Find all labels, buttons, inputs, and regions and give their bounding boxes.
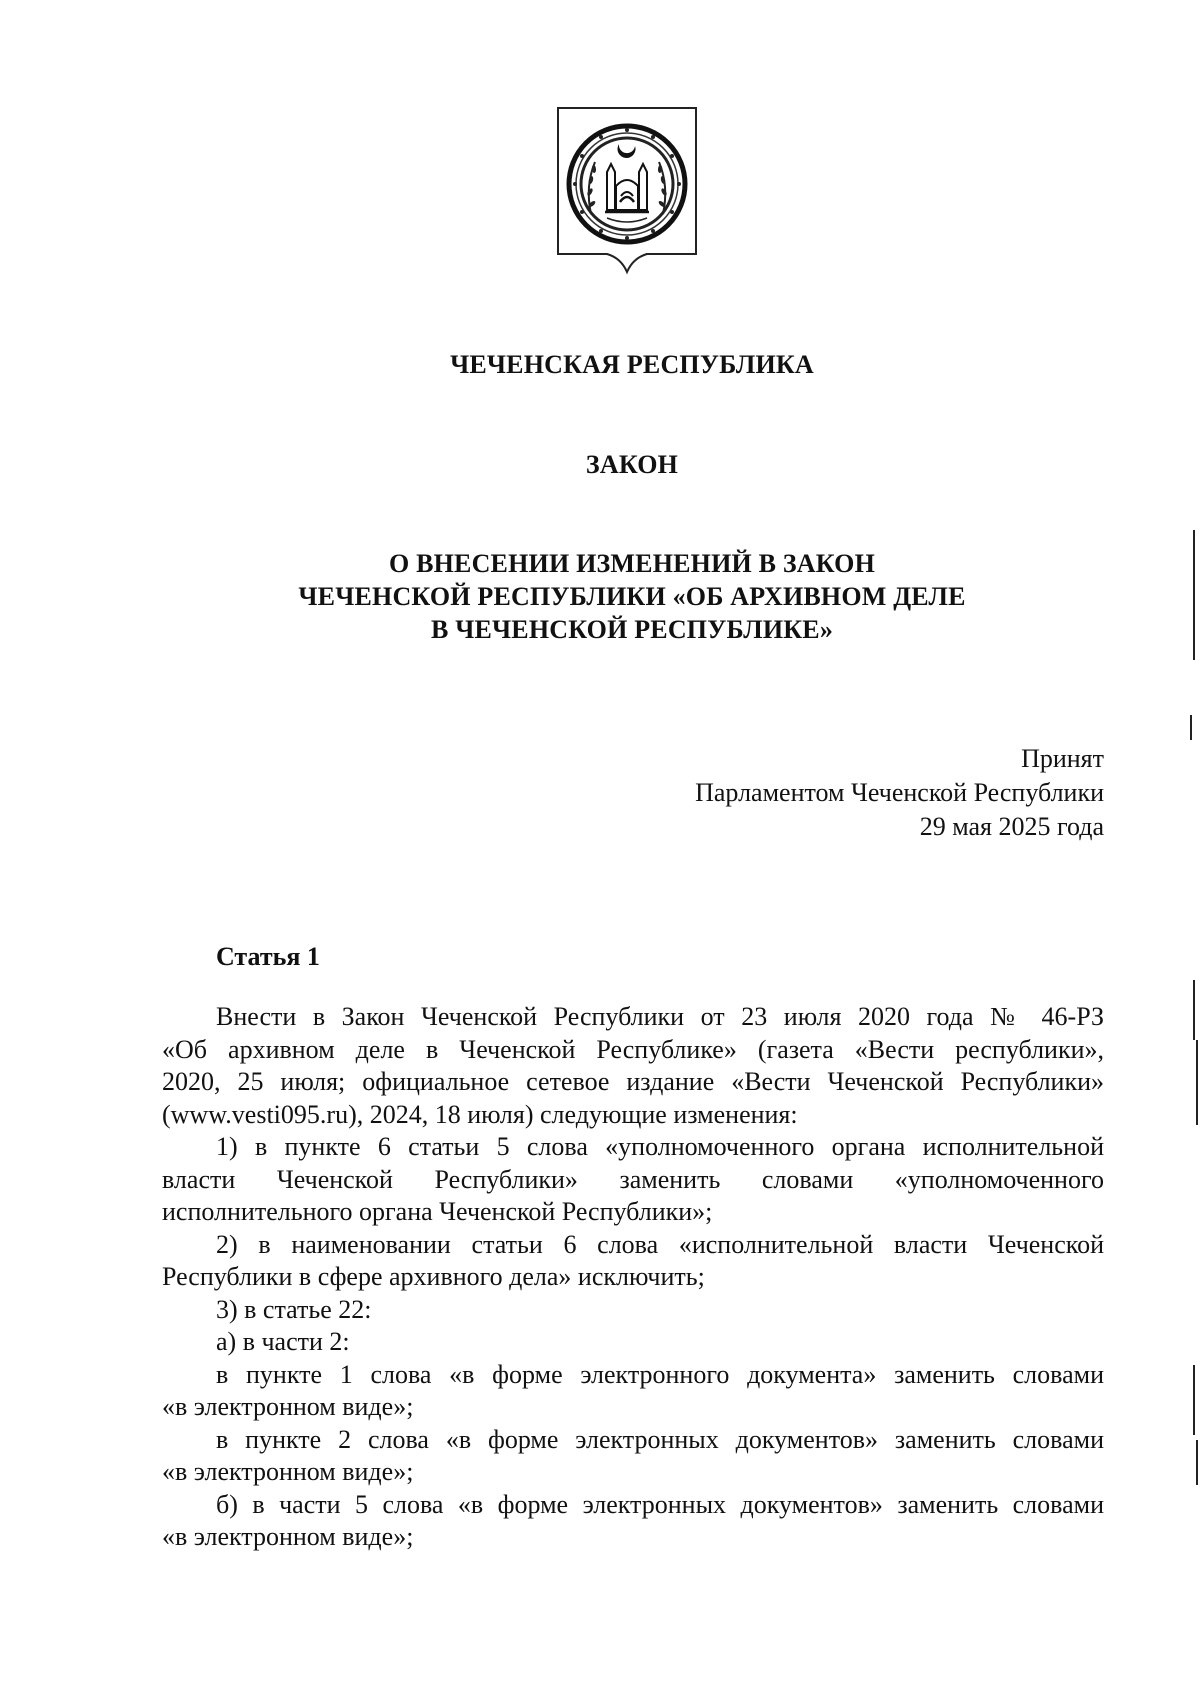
body-line: в пункте 1 слова «в форме электронного документа» заменить словами	[216, 1359, 1104, 1389]
scan-margin-mark	[1193, 980, 1195, 1040]
adoption-body: Парламентом Чеченской Республики	[695, 778, 1104, 807]
body-line: в пункте 2 слова «в форме электронных документов» заменить словами	[216, 1424, 1104, 1454]
body-line: 2) в наименовании статьи 6 слова «исполнительной власти Чеченской	[216, 1229, 1104, 1259]
body-line: б) в части 5 слова «в форме электронных документов» заменить словами	[216, 1489, 1104, 1519]
scan-margin-mark	[1196, 1040, 1198, 1125]
body-line: «в электронном виде»;	[162, 1457, 414, 1486]
scan-margin-mark	[1193, 1365, 1195, 1435]
law-title-line: О ВНЕСЕНИИ ИЗМЕНЕНИЙ В ЗАКОН	[388, 549, 876, 578]
law-title-line: В ЧЕЧЕНСКОЙ РЕСПУБЛИКЕ»	[430, 615, 834, 644]
body-line: 2020, 25 июля; официальное сетевое издание «Вести Чеченской Республики»	[162, 1067, 1104, 1096]
body-line: (www.vesti095.ru), 2024, 18 июля) следующие изменения:	[162, 1099, 798, 1129]
body-line: исполнительного органа Чеченской Республики»;	[162, 1197, 713, 1226]
scan-margin-mark	[1190, 715, 1192, 740]
law-title-line: ЧЕЧЕНСКОЙ РЕСПУБЛИКИ «ОБ АРХИВНОМ ДЕЛЕ	[298, 582, 966, 611]
scan-margin-mark	[1193, 530, 1195, 660]
scan-margin-mark	[1196, 1440, 1198, 1485]
body-line: «в электронном виде»;	[162, 1392, 414, 1421]
adoption-block	[695, 742, 1104, 844]
coat-of-arms-emblem	[555, 106, 699, 276]
body-line: Республики в сфере архивного дела» исключить;	[162, 1262, 705, 1291]
article-body	[162, 1001, 1104, 1554]
body-line: а) в части 2:	[216, 1327, 350, 1356]
body-line: власти Чеченской Республики» заменить словами «уполномоченного	[162, 1164, 1104, 1194]
law-type-heading: ЗАКОН	[585, 450, 679, 479]
adoption-date: 29 мая 2025 года	[919, 812, 1104, 841]
body-line: 1) в пункте 6 статьи 5 слова «уполномоченного органа исполнительной	[216, 1132, 1104, 1161]
body-line: Внести в Закон Чеченской Республики от 23 июля 2020 года № 46-РЗ	[216, 1002, 1104, 1031]
article-heading: Статья 1	[216, 942, 320, 971]
body-line: «Об архивном деле в Чеченской Республике» (газета «Вести республики»,	[162, 1034, 1104, 1064]
republic-heading: ЧЕЧЕНСКАЯ РЕСПУБЛИКА	[450, 350, 814, 379]
body-line: «в электронном виде»;	[162, 1522, 414, 1551]
body-line: 3) в статье 22:	[216, 1294, 372, 1324]
adoption-status: Принят	[1021, 744, 1104, 773]
